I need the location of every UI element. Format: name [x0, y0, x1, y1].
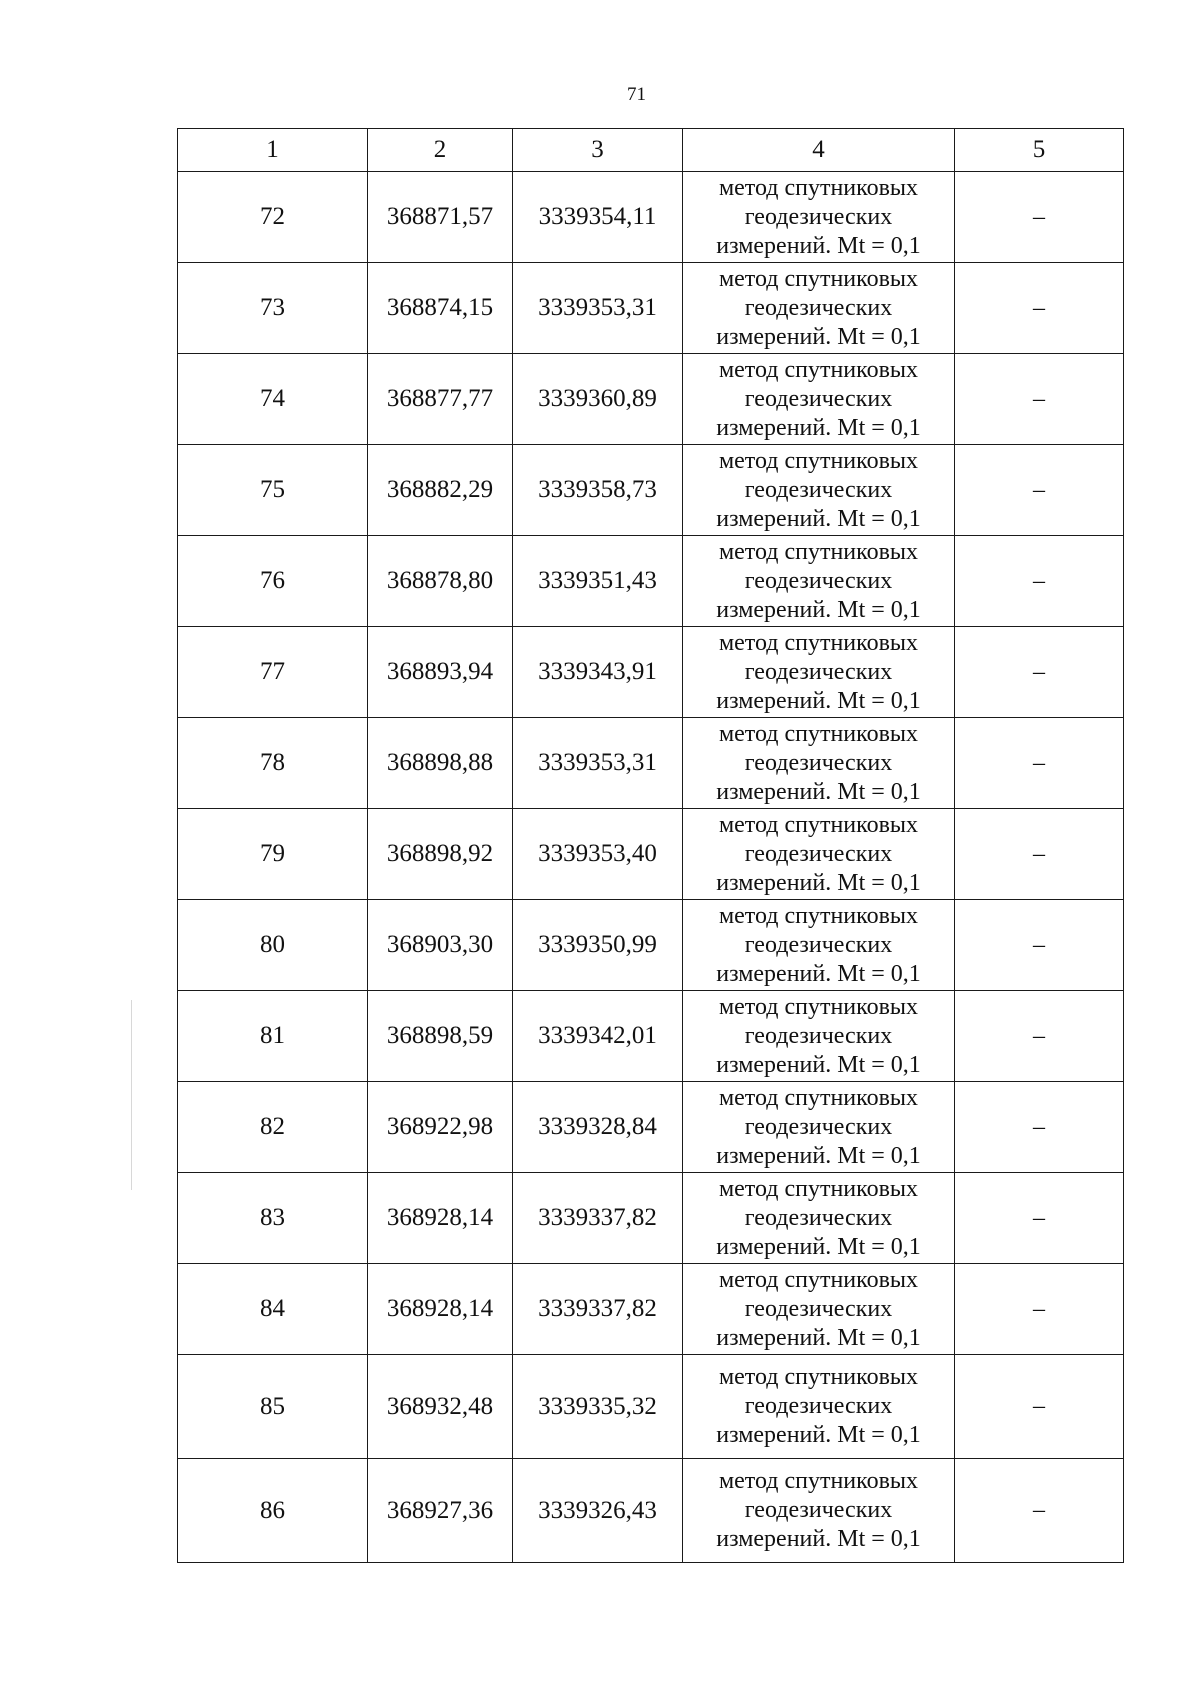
method-cell	[683, 809, 955, 900]
method-cell	[683, 1173, 955, 1264]
method-line: геодезических	[744, 567, 893, 594]
table-row	[178, 172, 1124, 263]
coordinates-table-container	[177, 128, 1123, 1563]
method-line: геодезических	[744, 1113, 893, 1140]
table-body	[178, 172, 1124, 1563]
table-row	[178, 991, 1124, 1082]
note-cell: –	[955, 1264, 1124, 1355]
note-cell: –	[955, 627, 1124, 718]
y-coordinate-cell: 3339335,32	[513, 1355, 683, 1459]
method-line: геодезических	[744, 840, 893, 867]
x-coordinate-cell: 368871,57	[368, 172, 513, 263]
method-line: метод спутниковых	[718, 265, 919, 292]
method-line: геодезических	[744, 476, 893, 503]
method-line: метод спутниковых	[718, 993, 919, 1020]
method-line: измерений. Mt = 0,1	[716, 1526, 921, 1552]
method-line: метод спутниковых	[718, 902, 919, 929]
method-line: измерений. Mt = 0,1	[716, 778, 921, 805]
method-line: измерений. Mt = 0,1	[716, 869, 921, 896]
method-line: геодезических	[744, 658, 893, 685]
y-coordinate-cell: 3339337,82	[513, 1264, 683, 1355]
note-cell: –	[955, 900, 1124, 991]
note-cell: –	[955, 263, 1124, 354]
method-line: измерений. Mt = 0,1	[716, 232, 921, 259]
point-number-cell: 75	[178, 445, 368, 536]
x-coordinate-cell: 368877,77	[368, 354, 513, 445]
y-coordinate-cell: 3339343,91	[513, 627, 683, 718]
x-coordinate-cell: 368932,48	[368, 1355, 513, 1459]
method-line: метод спутниковых	[718, 1084, 919, 1111]
table-row	[178, 445, 1124, 536]
header-col-3: 3	[513, 129, 683, 172]
y-coordinate-cell: 3339328,84	[513, 1082, 683, 1173]
method-cell	[683, 991, 955, 1082]
point-number-cell: 80	[178, 900, 368, 991]
method-line: метод спутниковых	[718, 1468, 919, 1494]
point-number-cell: 82	[178, 1082, 368, 1173]
method-cell	[683, 536, 955, 627]
method-cell	[683, 1082, 955, 1173]
point-number-cell: 76	[178, 536, 368, 627]
y-coordinate-cell: 3339326,43	[513, 1459, 683, 1563]
y-coordinate-cell: 3339337,82	[513, 1173, 683, 1264]
y-coordinate-cell: 3339358,73	[513, 445, 683, 536]
method-line: геодезических	[744, 931, 893, 958]
table-header	[178, 129, 1124, 172]
x-coordinate-cell: 368903,30	[368, 900, 513, 991]
table-row	[178, 627, 1124, 718]
coordinates-table	[177, 128, 1124, 1563]
y-coordinate-cell: 3339342,01	[513, 991, 683, 1082]
header-row	[178, 129, 1124, 172]
point-number-cell: 83	[178, 1173, 368, 1264]
method-line: метод спутниковых	[718, 1266, 919, 1293]
point-number-cell: 81	[178, 991, 368, 1082]
point-number-cell: 84	[178, 1264, 368, 1355]
y-coordinate-cell: 3339353,31	[513, 718, 683, 809]
page-number: 71	[627, 84, 646, 105]
table-row	[178, 1355, 1124, 1459]
table-row	[178, 900, 1124, 991]
method-cell	[683, 1459, 955, 1563]
point-number-cell: 79	[178, 809, 368, 900]
x-coordinate-cell: 368898,92	[368, 809, 513, 900]
method-line: метод спутниковых	[718, 629, 919, 656]
method-line: измерений. Mt = 0,1	[716, 1142, 921, 1169]
point-number-cell: 86	[178, 1459, 368, 1563]
x-coordinate-cell: 368928,14	[368, 1264, 513, 1355]
point-number-cell: 77	[178, 627, 368, 718]
method-line: геодезических	[744, 1022, 893, 1049]
y-coordinate-cell: 3339350,99	[513, 900, 683, 991]
table-row	[178, 263, 1124, 354]
note-cell: –	[955, 445, 1124, 536]
note-cell: –	[955, 991, 1124, 1082]
table-row	[178, 718, 1124, 809]
table-row	[178, 536, 1124, 627]
method-line: измерений. Mt = 0,1	[716, 1422, 921, 1448]
note-cell: –	[955, 536, 1124, 627]
method-line: геодезических	[744, 1204, 893, 1231]
y-coordinate-cell: 3339351,43	[513, 536, 683, 627]
y-coordinate-cell: 3339353,40	[513, 809, 683, 900]
method-line: метод спутниковых	[718, 174, 919, 201]
x-coordinate-cell: 368898,88	[368, 718, 513, 809]
method-line: метод спутниковых	[718, 538, 919, 565]
y-coordinate-cell: 3339354,11	[513, 172, 683, 263]
point-number-cell: 85	[178, 1355, 368, 1459]
method-line: измерений. Mt = 0,1	[716, 323, 921, 350]
method-line: метод спутниковых	[718, 1175, 919, 1202]
x-coordinate-cell: 368927,36	[368, 1459, 513, 1563]
method-line: измерений. Mt = 0,1	[716, 414, 921, 441]
note-cell: –	[955, 718, 1124, 809]
method-line: измерений. Mt = 0,1	[716, 687, 921, 714]
method-line: метод спутниковых	[718, 1364, 919, 1390]
method-cell	[683, 354, 955, 445]
table-row	[178, 1173, 1124, 1264]
method-line: измерений. Mt = 0,1	[716, 1051, 921, 1078]
point-number-cell: 72	[178, 172, 368, 263]
method-line: метод спутниковых	[718, 356, 919, 383]
x-coordinate-cell: 368893,94	[368, 627, 513, 718]
method-cell	[683, 627, 955, 718]
method-line: геодезических	[744, 1497, 893, 1523]
method-line: измерений. Mt = 0,1	[716, 596, 921, 623]
method-line: геодезических	[744, 385, 893, 412]
method-cell	[683, 900, 955, 991]
note-cell: –	[955, 1459, 1124, 1563]
note-cell: –	[955, 1355, 1124, 1459]
method-cell	[683, 263, 955, 354]
x-coordinate-cell: 368922,98	[368, 1082, 513, 1173]
method-cell	[683, 1355, 955, 1459]
x-coordinate-cell: 368878,80	[368, 536, 513, 627]
method-line: геодезических	[744, 1393, 893, 1419]
method-line: геодезических	[744, 749, 893, 776]
table-row	[178, 809, 1124, 900]
note-cell: –	[955, 1082, 1124, 1173]
method-cell	[683, 1264, 955, 1355]
method-line: измерений. Mt = 0,1	[716, 505, 921, 532]
x-coordinate-cell: 368928,14	[368, 1173, 513, 1264]
table-row	[178, 1264, 1124, 1355]
method-cell	[683, 718, 955, 809]
method-cell	[683, 172, 955, 263]
x-coordinate-cell: 368882,29	[368, 445, 513, 536]
point-number-cell: 78	[178, 718, 368, 809]
method-line: измерений. Mt = 0,1	[716, 960, 921, 987]
method-line: измерений. Mt = 0,1	[716, 1324, 921, 1351]
header-col-2: 2	[368, 129, 513, 172]
method-line: измерений. Mt = 0,1	[716, 1233, 921, 1260]
table-row	[178, 354, 1124, 445]
table-row	[178, 1082, 1124, 1173]
method-line: геодезических	[744, 294, 893, 321]
method-line: геодезических	[744, 203, 893, 230]
note-cell: –	[955, 809, 1124, 900]
scan-edge-artifact	[131, 1000, 132, 1190]
note-cell: –	[955, 172, 1124, 263]
point-number-cell: 74	[178, 354, 368, 445]
header-col-1: 1	[178, 129, 368, 172]
method-line: метод спутниковых	[718, 447, 919, 474]
x-coordinate-cell: 368898,59	[368, 991, 513, 1082]
method-line: метод спутниковых	[718, 811, 919, 838]
x-coordinate-cell: 368874,15	[368, 263, 513, 354]
y-coordinate-cell: 3339360,89	[513, 354, 683, 445]
header-col-4: 4	[683, 129, 955, 172]
note-cell: –	[955, 354, 1124, 445]
table-row	[178, 1459, 1124, 1563]
method-line: геодезических	[744, 1295, 893, 1322]
y-coordinate-cell: 3339353,31	[513, 263, 683, 354]
header-col-5: 5	[955, 129, 1124, 172]
note-cell: –	[955, 1173, 1124, 1264]
method-cell	[683, 445, 955, 536]
point-number-cell: 73	[178, 263, 368, 354]
method-line: метод спутниковых	[718, 720, 919, 747]
